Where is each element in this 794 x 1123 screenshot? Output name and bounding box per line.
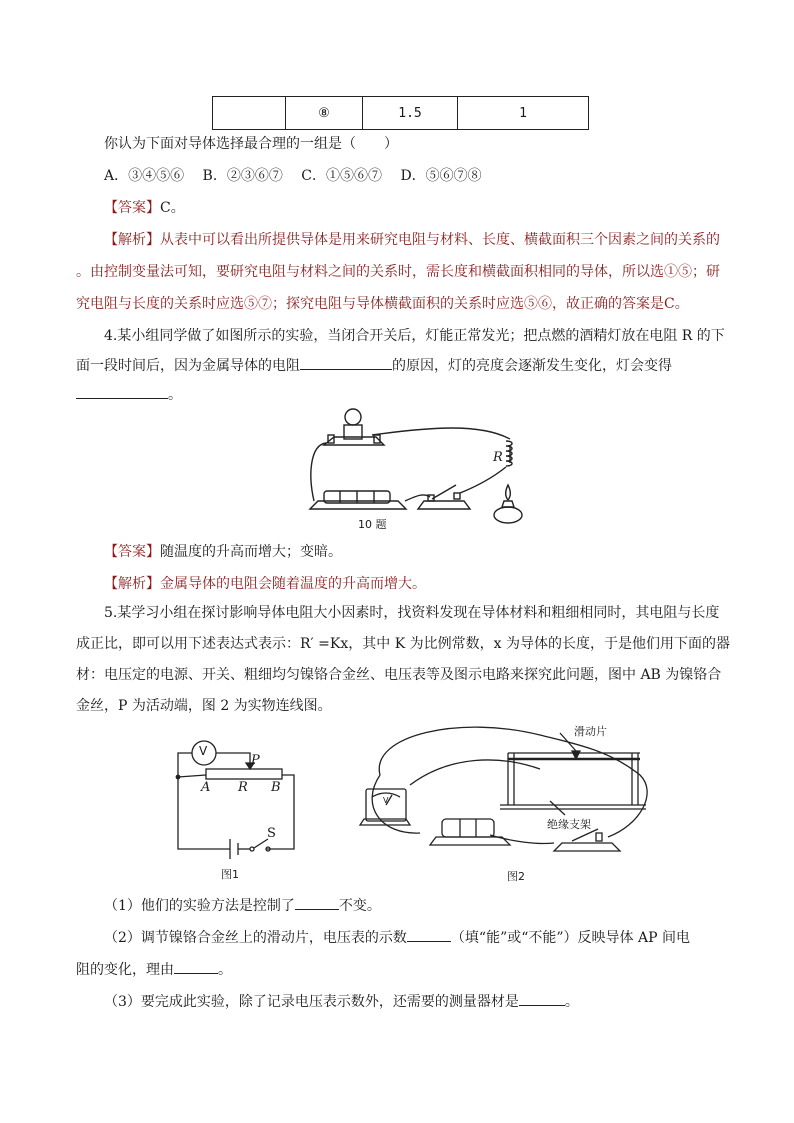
table-cell: 1 — [458, 97, 589, 130]
answer-blank[interactable] — [174, 959, 218, 974]
fig1-label-v: V — [199, 744, 208, 758]
fig2-caption: 图2 — [507, 870, 525, 883]
q5-text: （填“能”或“不能”）反映导体 AP 间电 — [450, 930, 690, 946]
q3-analysis-line1 — [104, 230, 720, 250]
answer-tag: 【答案】 — [104, 544, 160, 560]
resistor-coil — [506, 441, 512, 466]
answer-blank[interactable] — [519, 991, 565, 1006]
alcohol-lamp — [494, 507, 522, 523]
wire — [379, 727, 647, 837]
q5-sub2-cont — [76, 959, 232, 980]
q3-analysis-line2: 。由控制变量法可知，要研究电阻与材料之间的关系时，需长度和横截面积相同的导体，所以选①⑤；研 — [76, 264, 720, 280]
fig1-label-s: S — [267, 826, 276, 841]
switch-symbol — [250, 847, 254, 851]
circuit-figure-10 — [300, 405, 530, 530]
fig2-label-slider: 滑动片 — [574, 725, 607, 738]
table-row — [213, 97, 589, 130]
q4-text: 面一段时间后，因为金属导体的电阻 — [76, 358, 300, 374]
answer-blank[interactable] — [407, 927, 451, 942]
flame — [506, 485, 511, 500]
analysis-tag: 【解析】 — [104, 576, 160, 592]
q5-line2: 成正比，即可以用下述表达式表示：R′ =Kx，其中 K 为比例常数，x 为导体的长度，于是他们用下面的器 — [76, 636, 730, 652]
lamp-bulb — [345, 409, 361, 425]
q5-sub2 — [104, 927, 690, 948]
circuit-figure-1 — [170, 735, 320, 865]
q3-stem: 你认为下面对导体选择最合理的一组是（ ） — [104, 136, 398, 152]
circuit-figure-2 — [340, 715, 660, 870]
switch-lever — [432, 485, 456, 499]
fig10-caption: 10 题 — [358, 518, 387, 531]
q4-analysis — [104, 574, 426, 594]
q5-line4: 金丝，P 为活动端，图 2 为实物连线图。 — [76, 698, 332, 714]
switch — [554, 843, 620, 851]
q5-text: 。 — [564, 994, 579, 1010]
q5-sub1 — [104, 895, 381, 916]
q5-text: 不变。 — [338, 898, 381, 914]
answer-text: C。 — [160, 200, 185, 216]
fig1-caption: 图1 — [221, 868, 239, 881]
battery-box — [430, 837, 510, 845]
fig1-label-r: R — [238, 780, 248, 795]
lamp-board — [324, 437, 384, 445]
q4-line3 — [76, 384, 182, 405]
q3-answer — [104, 198, 185, 218]
table-cell — [213, 97, 286, 130]
table-cell: 1.5 — [363, 97, 458, 130]
q5-line1: 5.某学习小组在探讨影响导体电阻大小因素时，找资料发现在导体材料和粗细相同时，其电阻与长度 — [104, 605, 720, 621]
q4-text: 。 — [168, 387, 182, 403]
analysis-text: 金属导体的电阻会随着温度的升高而增大。 — [160, 576, 426, 592]
q5-text: （3）要完成此实验，除了记录电压表示数外，还需要的测量器材是 — [104, 994, 519, 1010]
fig2-meter-label: V — [383, 796, 389, 805]
wire — [460, 467, 506, 493]
conductor-table — [212, 96, 589, 130]
fig10-label-r: R — [493, 450, 503, 465]
switch-board — [418, 501, 470, 509]
fig1-label-p: P — [251, 753, 260, 768]
wire — [490, 835, 554, 844]
resistor-symbol — [206, 769, 282, 779]
q5-sub3 — [104, 991, 579, 1012]
q5-line3: 材：电压定的电源、开关、粗细均匀镍铬合金丝、电压表等及图示电路来探究此问题，图中 AB 为镍铬合 — [76, 667, 722, 683]
q4-answer — [104, 542, 342, 562]
answer-blank[interactable] — [295, 895, 339, 910]
wire — [372, 428, 510, 439]
q5-text: 阻的变化，理由 — [76, 962, 174, 978]
fig1-label-a: A — [201, 780, 211, 795]
analysis-text: 从表中可以看出所提供导体是用来研究电阻与材料、长度、横截面积三个因素之间的关系的 — [160, 232, 720, 248]
q4-line2 — [76, 355, 672, 376]
answer-blank[interactable] — [300, 355, 392, 370]
fig2-label-stand: 绝缘支架 — [547, 818, 591, 831]
wire — [410, 760, 540, 785]
answer-blank[interactable] — [76, 384, 168, 399]
q5-text: （2）调节镍铬合金丝上的滑动片，电压表的示数 — [104, 930, 407, 946]
q5-text: 。 — [218, 962, 232, 978]
q4-line1: 4.某小组同学做了如图所示的实验，当闭合开关后，灯能正常发光；把点燃的酒精灯放在电阻 R 的下 — [104, 328, 725, 344]
q5-text: （1）他们的实验方法是控制了 — [104, 898, 295, 914]
answer-text: 随温度的升高而增大；变暗。 — [160, 544, 342, 560]
q3-analysis-line3: 究电阻与长度的关系时应选⑤⑦；探究电阻与导体横截面积的关系时应选⑤⑥，故正确的答案是C。 — [76, 296, 689, 312]
analysis-tag: 【解析】 — [104, 232, 160, 248]
q3-options: A．③④⑤⑥ B．②③⑥⑦ C．①⑤⑥⑦ D．⑤⑥⑦⑧ — [104, 168, 482, 184]
wire — [405, 495, 430, 501]
answer-tag: 【答案】 — [104, 200, 160, 216]
fig1-label-b: B — [271, 780, 281, 795]
q4-text: 的原因，灯的亮度会逐渐发生变化，灯会变得 — [392, 358, 672, 374]
table-cell: ⑧ — [286, 97, 363, 130]
